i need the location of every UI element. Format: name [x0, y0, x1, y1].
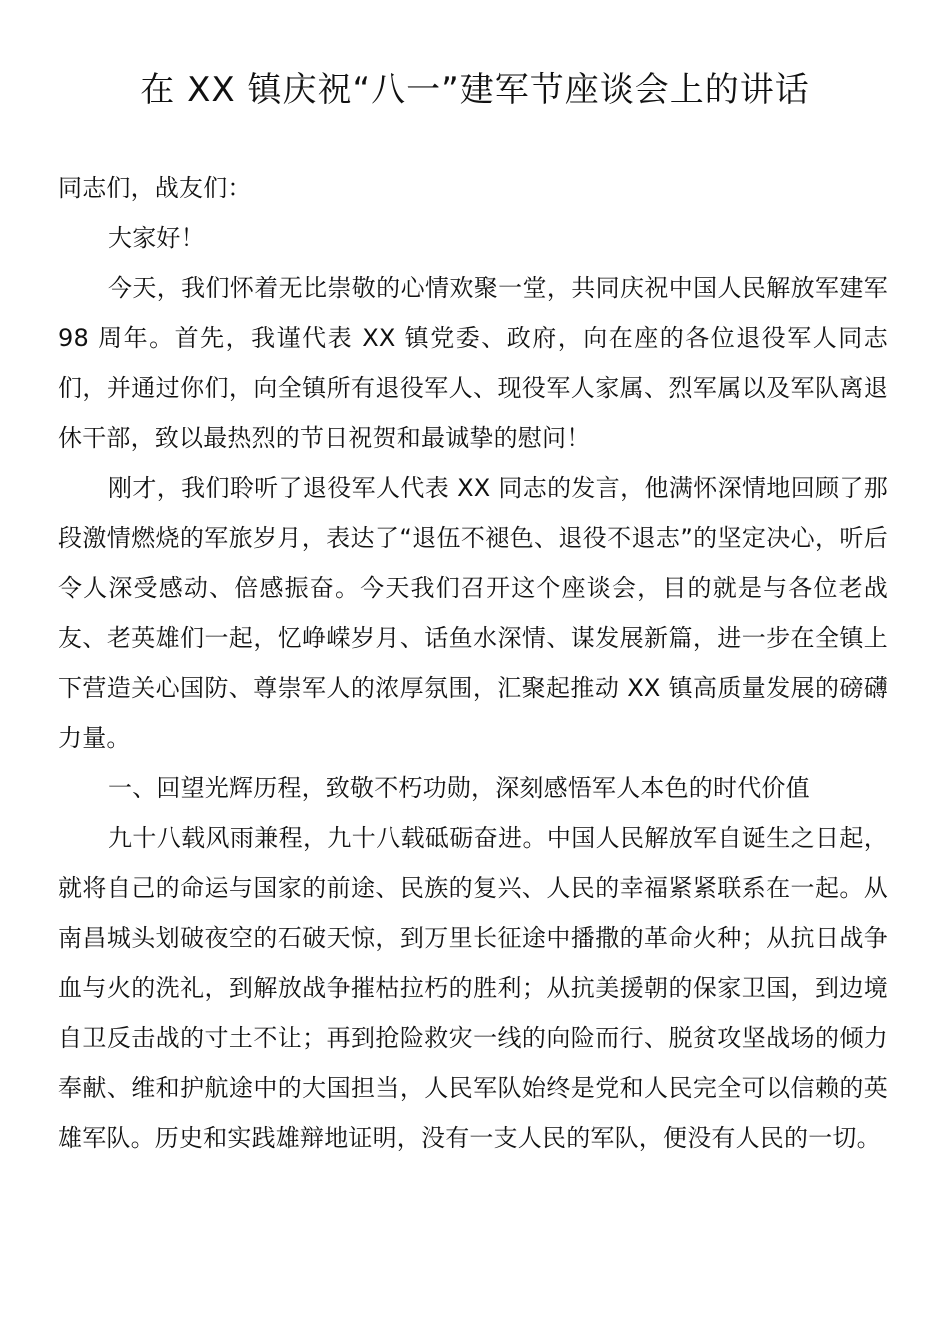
history-paragraph: 九十八载风雨兼程，九十八载砥砺奋进。中国人民解放军自诞生之日起，就将自己的命运与国家的前途、民族的复兴、人民的幸福紧紧联系在一起。从南昌城头划破夜空的石破天惊，到万里长征途中播撒的革命火种；从抗日战争血与火的洗礼，到解放战争摧枯拉朽的胜利；从抗美援朝的保家卫国，到边境自卫反击战的寸土不让；再到抢险救灾一线的向险而行、脱贫攻坚战场的倾力奉献、维和护航途中的大国担当，人民军队始终是党和人民完全可以信赖的英雄军队。历史和实践雄辩地证明，没有一支人民的军队，便没有人民的一切。	[58, 824, 888, 1152]
greeting-paragraph: 大家好！	[108, 224, 205, 252]
section-heading: 一、回望光辉历程，致敬不朽功勋，深刻感悟军人本色的时代价值	[108, 774, 810, 802]
speech-paragraph: 刚才，我们聆听了退役军人代表 XX 同志的发言，他满怀深情地回顾了那段激情燃烧的军旅岁月，表达了“退伍不褪色、退役不退志”的坚定决心，听后令人深受感动、倍感振奋。今天我们召开这个座谈会，目的就是与各位老战友、老英雄们一起，忆峥嵘岁月、话鱼水深情、谋发展新篇，进一步在全镇上下营造关心国防、尊崇军人的浓厚氛围，汇聚起推动 XX 镇高质量发展的磅礴力量。	[58, 474, 888, 752]
salutation: 同志们，战友们：	[58, 174, 252, 202]
opening-paragraph: 今天，我们怀着无比崇敬的心情欢聚一堂，共同庆祝中国人民解放军建军 98 周年。首先，我谨代表 XX 镇党委、政府，向在座的各位退役军人同志们，并通过你们，向全镇所有退役军人、现役军人家属、烈军属以及军队离退休干部，致以最热烈的节日祝贺和最诚挚的慰问！	[58, 274, 888, 452]
document-title: 在 XX 镇庆祝“八一”建军节座谈会上的讲话	[140, 70, 810, 110]
document-body	[58, 163, 888, 1163]
